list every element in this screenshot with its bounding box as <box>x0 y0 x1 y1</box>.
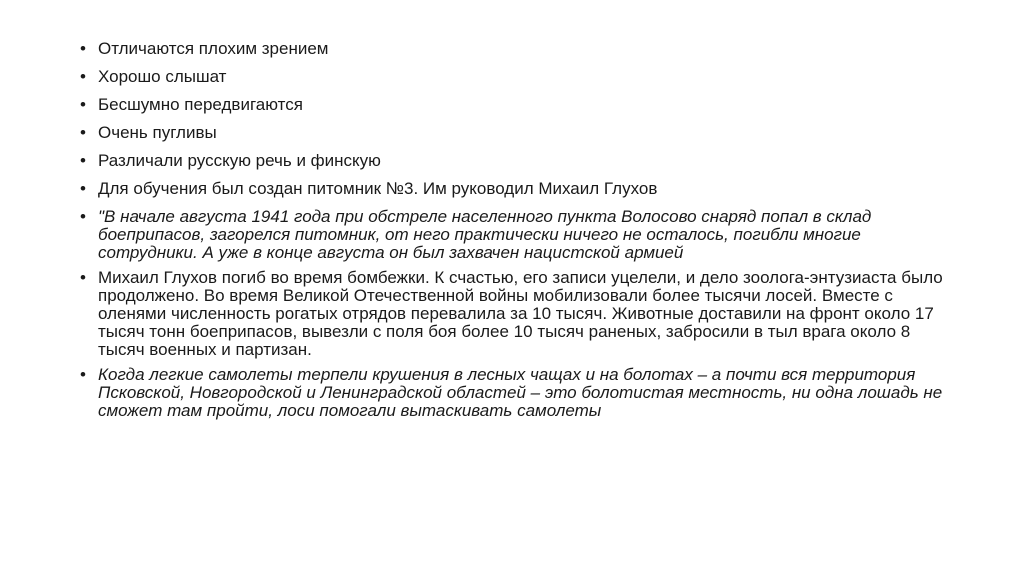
list-item-text: Для обучения был создан питомник №3. Им руководил Михаил Глухов <box>98 179 658 198</box>
list-item-quote-1941 <box>78 208 958 262</box>
list-item-timid <box>78 124 958 142</box>
list-item-poor-eyesight <box>78 40 958 58</box>
list-item-text: Бесшумно передвигаются <box>98 95 303 114</box>
bullet-icon: • <box>80 95 86 114</box>
list-item-text: Очень пугливы <box>98 123 217 142</box>
list-item-text: Хорошо слышат <box>98 67 227 86</box>
list-item-text: Отличаются плохим зрением <box>98 39 329 58</box>
bullet-icon: • <box>80 365 86 384</box>
bullet-list <box>78 40 958 427</box>
bullet-icon: • <box>80 123 86 142</box>
bullet-icon: • <box>80 39 86 58</box>
bullet-icon: • <box>80 268 86 287</box>
list-item-good-hearing <box>78 68 958 86</box>
list-item-nursery <box>78 180 958 198</box>
list-item-text: Михаил Глухов погиб во время бомбежки. К счастью, его записи уцелели, и дело зоолога-энтузиаста было продолжено. Во время Великой Отечественной войны мобилизовали более тысячи лосей. Вместе с оленями численность рогатых отрядов перевалила за 10 тысяч. Животные доставили на фронт около 17 тысяч тонн боеприпасов, вывезли с поля боя более 10 тысяч раненых, забросили в тыл врага около 8 тысяч военных и партизан. <box>98 268 943 359</box>
list-item-text: Различали русскую речь и финскую <box>98 151 381 170</box>
list-item-silent-movement <box>78 96 958 114</box>
list-item-text: Когда легкие самолеты терпели крушения в лесных чащах и на болотах – а почти вся территория Псковской, Новгородской и Ленинградской областей – это болотистая местность, ни одна лошадь не сможет там пройти, лоси помогали вытаскивать самолеты <box>98 365 943 420</box>
bullet-icon: • <box>80 179 86 198</box>
bullet-icon: • <box>80 207 86 226</box>
list-item-text: "В начале августа 1941 года при обстреле населенного пункта Волосово снаряд попал в склад боеприпасов, загорелся питомник, от него практически ничего не осталось, погибли многие сотрудники. А уже в конце августа он был захвачен нацистской армией <box>98 207 872 262</box>
bullet-icon: • <box>80 67 86 86</box>
list-item-glukhov <box>78 269 958 359</box>
list-item-airplanes <box>78 366 958 420</box>
list-item-speech <box>78 152 958 170</box>
bullet-icon: • <box>80 151 86 170</box>
